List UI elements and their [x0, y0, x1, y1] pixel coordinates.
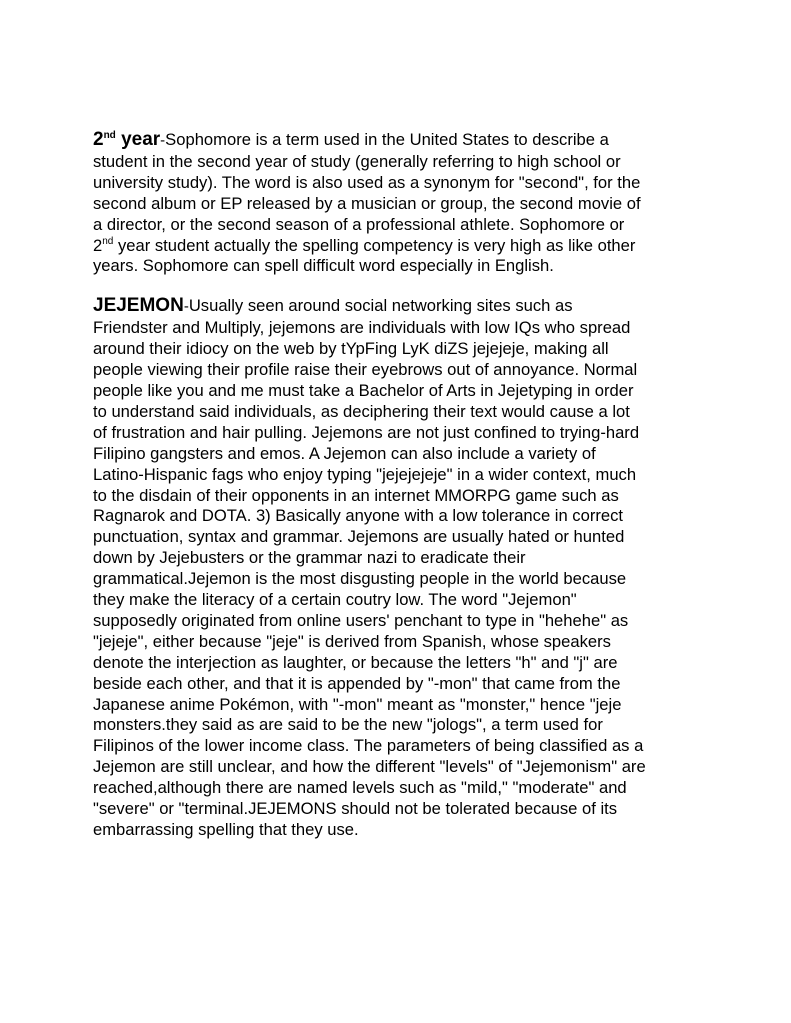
body-line: Filipinos of the lower income class. The parameters of being classified as a: [93, 736, 644, 756]
body-line: of frustration and hair pulling. Jejemons are not just confined to trying-hard: [93, 422, 640, 442]
sophomore-paragraph: [93, 130, 703, 277]
heading-dash: -: [183, 298, 189, 316]
body-line: Usually seen around social networking sites such as: [188, 296, 573, 316]
body-line: supposedly originated from online users' penchant to type in "hehehe" as: [93, 610, 629, 630]
body-line: Sophomore is a term used in the United States to describe a: [165, 130, 609, 149]
ordinal-superscript: nd: [102, 235, 114, 247]
body-line: university study). The word is also used as a synonym for "second", for the: [93, 172, 641, 192]
body-line: embarrassing spelling that they use.: [93, 820, 359, 839]
body-line: monsters.they said as are said to be the new "jologs", a term used for: [93, 715, 603, 735]
body-line: to understand said individuals, as deciphering their text would cause a lot: [93, 401, 630, 421]
body-line: "severe" or "terminal.JEJEMONS should not be tolerated because of its: [93, 799, 618, 819]
ordinal-line-text: year student actually the spelling competency is very high as like other: [113, 235, 636, 255]
sophomore-heading: [93, 129, 160, 150]
body-line: people like you and me must take a Bachelor of Arts in Jejetyping in order: [93, 380, 634, 400]
body-line: people viewing their profile raise their eyebrows out of annoyance. Normal: [93, 360, 638, 380]
body-line: reached,although there are named levels such as "mild," "moderate" and: [93, 778, 627, 798]
body-line: grammatical.Jejemon is the most disgusting people in the world because: [93, 569, 627, 589]
document-page: [93, 130, 703, 841]
body-line: around their idiocy on the web by tYpFing LyK diZS jejejeje, making all: [93, 339, 609, 359]
body-line: beside each other, and that it is appended by "-mon" that came from the: [93, 673, 621, 693]
body-line: down by Jejebusters or the grammar nazi to eradicate their: [93, 548, 526, 568]
body-line: a director, or the second season of a professional athlete. Sophomore or: [93, 214, 625, 234]
body-line: student in the second year of study (generally referring to high school or: [93, 151, 621, 171]
heading-word: year: [115, 129, 161, 150]
body-line: Ragnarok and DOTA. 3) Basically anyone with a low tolerance in correct: [93, 506, 624, 526]
body-line-ordinal: [93, 236, 635, 255]
body-line: to the disdain of their opponents in an internet MMORPG game such as: [93, 485, 619, 505]
body-line: Japanese anime Pokémon, with "-mon" meant as "monster," hence "jeje: [93, 694, 622, 714]
body-line: Friendster and Multiply, jejemons are individuals with low IQs who spread: [93, 318, 631, 338]
body-line: denote the interjection as laughter, or because the letters "h" and "j" are: [93, 652, 618, 672]
heading-number: 2: [93, 129, 104, 150]
body-line: Jejemon are still unclear, and how the different "levels" of "Jejemonism" are: [93, 757, 646, 777]
body-line: they make the literacy of a certain coutry low. The word "Jejemon": [93, 590, 577, 610]
body-line: "jejeje", either because "jeje" is derived from Spanish, whose speakers: [93, 631, 611, 651]
heading-ordinal-superscript: nd: [103, 130, 116, 141]
body-line: Filipino gangsters and emos. A Jejemon can also include a variety of: [93, 443, 596, 463]
ordinal-number: 2: [93, 235, 103, 255]
body-line: punctuation, syntax and grammar. Jejemons are usually hated or hunted: [93, 527, 625, 547]
body-line: second album or EP released by a musician or group, the second movie of: [93, 193, 641, 213]
body-line: years. Sophomore can spell difficult word especially in English.: [93, 256, 554, 276]
heading-dash: -: [160, 132, 166, 149]
jejemon-heading: JEJEMON: [93, 295, 184, 317]
jejemon-paragraph: [93, 296, 703, 841]
body-line: Latino-Hispanic fags who enjoy typing "jejejejeje" in a wider context, much: [93, 464, 637, 484]
